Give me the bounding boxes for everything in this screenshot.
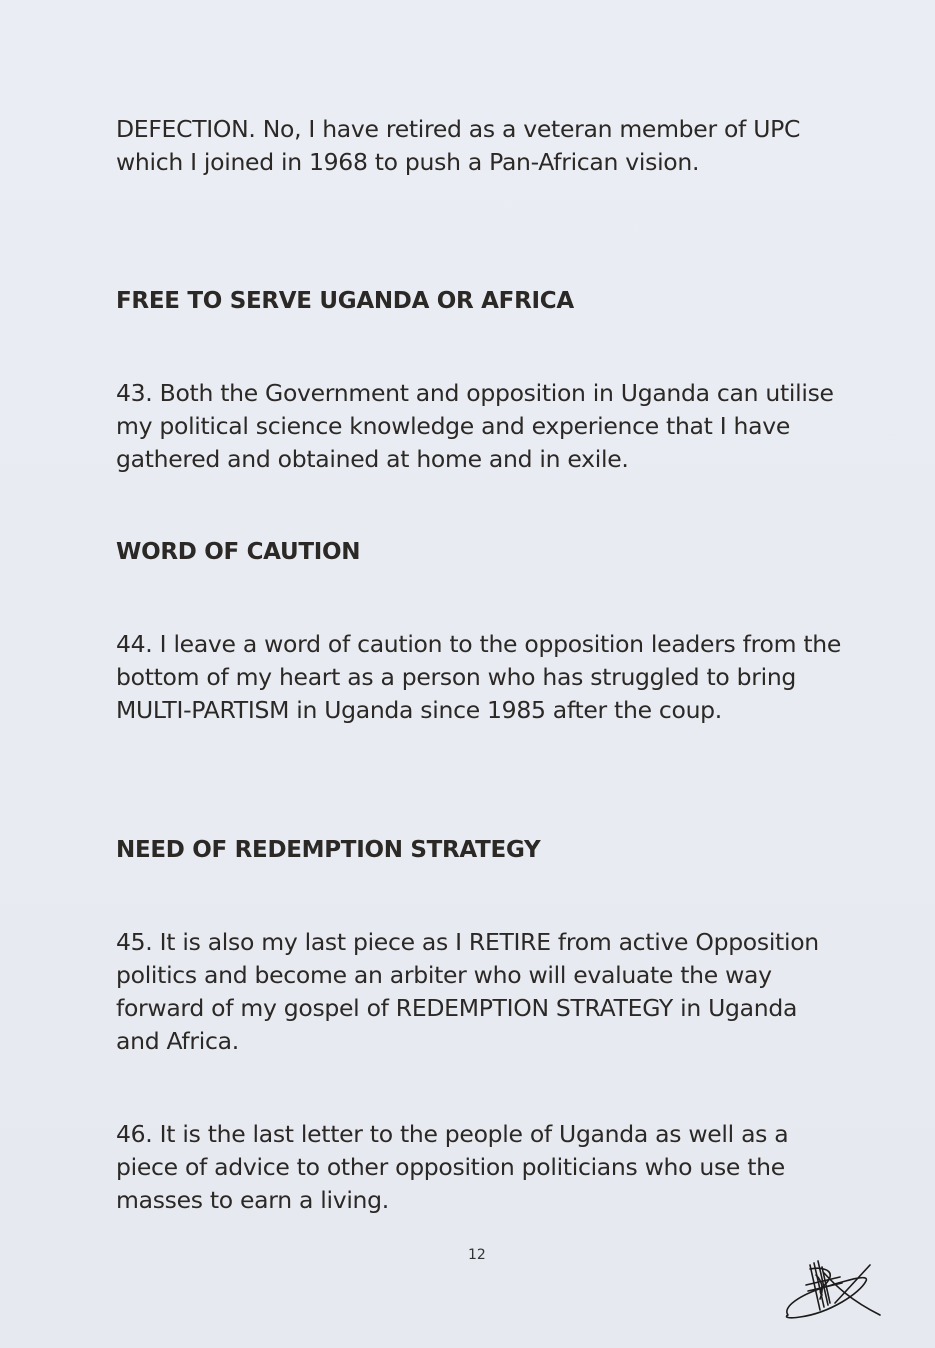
- heading-word-of-caution: WORD OF CAUTION: [116, 539, 361, 565]
- paragraph-defection: DEFECTION. No, I have retired as a veteran member of UPC which I joined in 1968 to push a Pan-African vision.: [116, 115, 801, 176]
- heading-free-to-serve: FREE TO SERVE UGANDA OR AFRICA: [116, 288, 574, 314]
- heading-need-of-redemption-strategy: NEED OF REDEMPTION STRATEGY: [116, 837, 541, 863]
- paragraph-43: 43. Both the Government and opposition in Uganda can utilise my political science knowledge and experience that I have gathered and obtained at home and in exile.: [116, 379, 834, 473]
- handwritten-signature: [780, 1255, 890, 1325]
- page-number: 12: [468, 1247, 486, 1263]
- paragraph-46: 46. It is the last letter to the people of Uganda as well as a piece of advice to other opposition politicians who use the masses to earn a living.: [116, 1120, 789, 1214]
- paragraph-44: 44. I leave a word of caution to the opposition leaders from the bottom of my heart as a person who has struggled to bring MULTI-PARTISM in Uganda since 1985 after the coup.: [116, 630, 841, 724]
- paragraph-45: 45. It is also my last piece as I RETIRE from active Opposition politics and become an arbiter who will evaluate the way forward of my gospel of REDEMPTION STRATEGY in Uganda and Africa.: [116, 928, 819, 1055]
